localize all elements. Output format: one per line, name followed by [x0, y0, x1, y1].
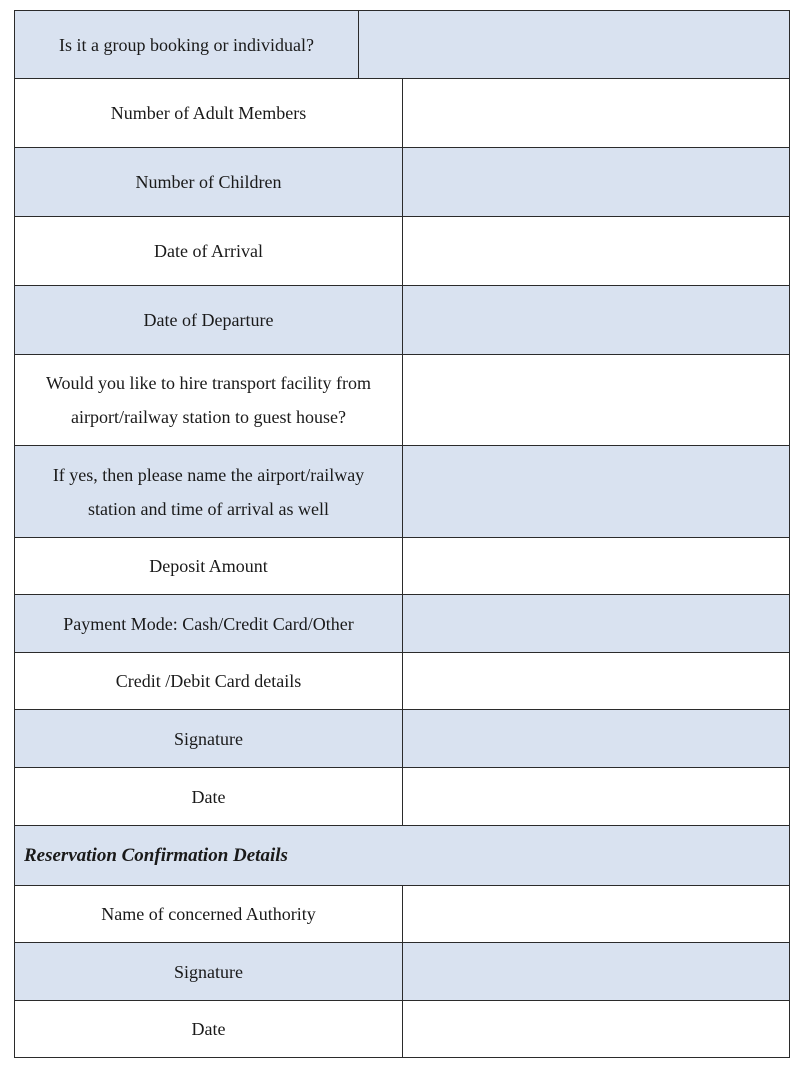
input-arrival-date[interactable] — [403, 217, 789, 285]
label-children: Number of Children — [15, 148, 403, 216]
form-row-authority — [15, 886, 789, 943]
label-payment-mode: Payment Mode: Cash/Credit Card/Other — [15, 595, 403, 652]
section-title: Reservation Confirmation Details — [24, 844, 288, 866]
input-departure-date[interactable] — [403, 286, 789, 354]
label-arrival-station-line1: If yes, then please name the airport/railway — [52, 464, 365, 485]
input-transport[interactable] — [403, 355, 789, 445]
form-row-authority-signature — [15, 943, 789, 1001]
input-arrival-station[interactable] — [403, 446, 789, 537]
label-booking-type: Is it a group booking or individual? — [15, 11, 359, 78]
input-booking-type[interactable] — [359, 11, 789, 78]
form-row-date — [15, 768, 789, 826]
label-signature: Signature — [15, 710, 403, 767]
label-date: Date — [15, 768, 403, 825]
input-date[interactable] — [403, 768, 789, 825]
form-row-arrival-station — [15, 446, 789, 538]
label-arrival-station-line2: station and time of arrival as well — [88, 498, 329, 519]
form-row-deposit — [15, 538, 789, 595]
form-row-card-details — [15, 653, 789, 710]
form-row-booking-type — [15, 11, 789, 79]
label-authority-date: Date — [15, 1001, 403, 1057]
form-row-payment-mode — [15, 595, 789, 653]
form-row-signature — [15, 710, 789, 768]
label-adult-members: Number of Adult Members — [15, 79, 403, 147]
input-authority[interactable] — [403, 886, 789, 942]
input-deposit[interactable] — [403, 538, 789, 594]
label-card-details: Credit /Debit Card details — [15, 653, 403, 709]
form-row-adult-members — [15, 79, 789, 148]
input-signature[interactable] — [403, 710, 789, 767]
form-row-arrival-date — [15, 217, 789, 286]
input-card-details[interactable] — [403, 653, 789, 709]
label-arrival-station — [15, 446, 403, 537]
form-row-departure-date — [15, 286, 789, 355]
label-transport-line1: Would you like to hire transport facility from — [46, 373, 371, 393]
label-authority-signature: Signature — [15, 943, 403, 1000]
reservation-form — [14, 10, 790, 1058]
input-adult-members[interactable] — [403, 79, 789, 147]
label-arrival-date: Date of Arrival — [15, 217, 403, 285]
section-header-confirmation — [15, 826, 789, 886]
label-deposit: Deposit Amount — [15, 538, 403, 594]
input-payment-mode[interactable] — [403, 595, 789, 652]
form-row-transport — [15, 355, 789, 446]
form-row-authority-date — [15, 1001, 789, 1057]
input-authority-signature[interactable] — [403, 943, 789, 1000]
input-children[interactable] — [403, 148, 789, 216]
label-authority: Name of concerned Authority — [15, 886, 403, 942]
form-row-children — [15, 148, 789, 217]
label-departure-date: Date of Departure — [15, 286, 403, 354]
label-transport — [15, 355, 403, 445]
input-authority-date[interactable] — [403, 1001, 789, 1057]
label-transport-line2: airport/railway station to guest house? — [71, 407, 346, 427]
